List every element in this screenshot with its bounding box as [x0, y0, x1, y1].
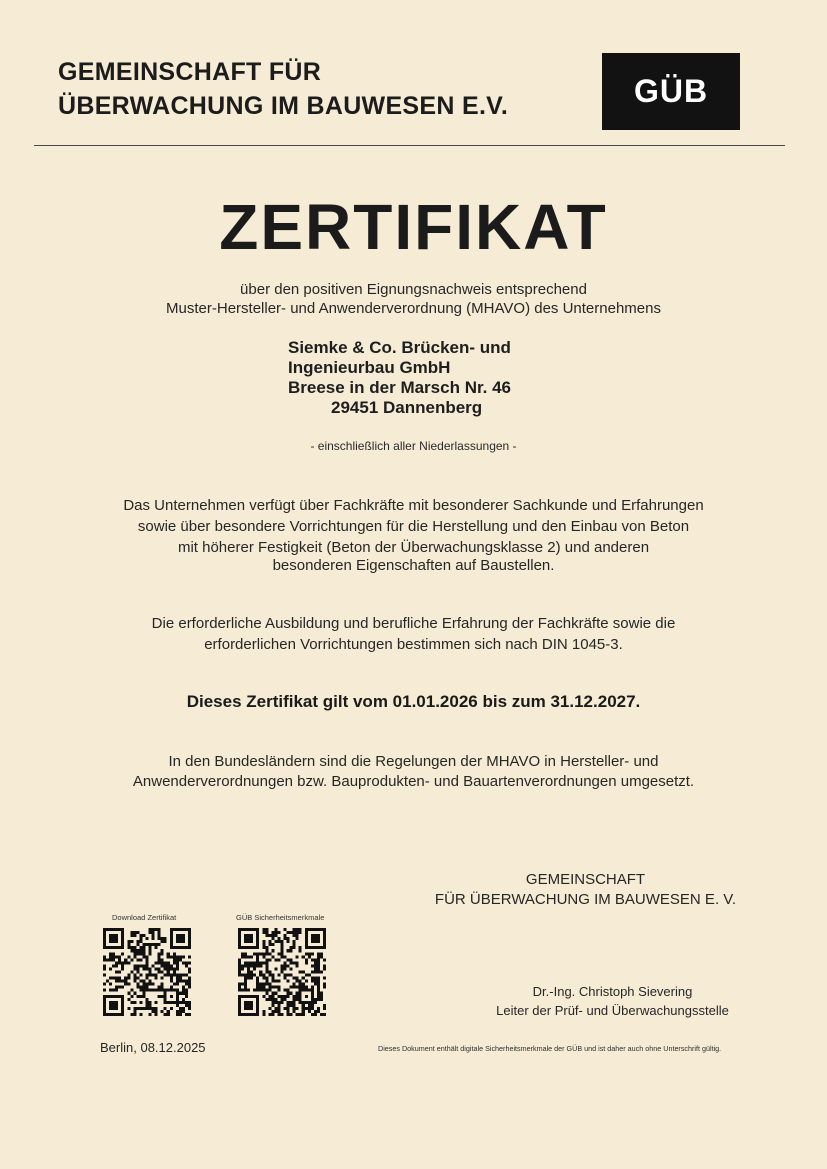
organization-name-line2: ÜBERWACHUNG IM BAUWESEN E.V. — [58, 92, 509, 120]
company-address-city: 29451 Dannenberg — [331, 398, 483, 417]
organization-name-line1: GEMEINSCHAFT FÜR — [58, 58, 322, 86]
security-qr-code-graphic — [238, 928, 326, 1016]
security-qr-code[interactable] — [238, 928, 326, 1016]
branches-note: - einschließlich aller Niederlassungen - — [310, 439, 517, 453]
place-and-date: Berlin, 08.12.2025 — [100, 1040, 206, 1055]
gub-logo — [602, 53, 740, 130]
certificate-title: ZERTIFIKAT — [219, 191, 608, 263]
logo-text: GÜB — [633, 73, 709, 109]
paragraph2-line1: Die erforderliche Ausbildung und berufliche Erfahrung der Fachkräfte sowie die — [151, 615, 676, 632]
footer-note: Dieses Dokument enthält digitale Sicherheitsmerkmale der GÜB und ist daher auch ohne Unterschrift gültig. — [378, 1044, 722, 1053]
paragraph1-line1: Das Unternehmen verfügt über Fachkräfte mit besonderer Sachkunde und Erfahrungen — [123, 497, 704, 514]
paragraph1-line3: mit höherer Festigkeit (Beton der Überwachungsklasse 2) und anderen — [177, 539, 650, 556]
paragraph3-line1: In den Bundesländern sind die Regelungen der MHAVO in Hersteller- und — [168, 753, 659, 770]
paragraph1-line4: besonderen Eigenschaften auf Baustellen. — [272, 557, 555, 574]
header-divider — [34, 145, 785, 146]
company-name-line1: Siemke & Co. Brücken- und — [288, 338, 511, 357]
intro-line1: über den positiven Eignungsnachweis entsprechend — [240, 281, 587, 298]
paragraph2-line2: erforderlichen Vorrichtungen bestimmen sich nach DIN 1045-3. — [204, 636, 623, 653]
company-name-line2: Ingenieurbau GmbH — [288, 358, 451, 377]
company-address-street: Breese in der Marsch Nr. 46 — [288, 378, 512, 397]
download-qr-code-graphic — [103, 928, 191, 1016]
paragraph3-line2: Anwenderverordnungen bzw. Bauprodukten- und Bauartenverordnungen umgesetzt. — [132, 773, 695, 790]
signatory-role: Leiter der Prüf- und Überwachungsstelle — [496, 1003, 729, 1018]
intro-line2: Muster-Hersteller- und Anwenderverordnung (MHAVO) des Unternehmens — [166, 300, 661, 317]
signature-org-line2: FÜR ÜBERWACHUNG IM BAUWESEN E. V. — [434, 891, 737, 908]
signatory-name: Dr.-Ing. Christoph Sievering — [532, 984, 693, 999]
qr-download-label: Download Zertifikat — [112, 913, 177, 922]
qr-security-label: GÜB Sicherheitsmerkmale — [236, 913, 325, 922]
signature-org-line1: GEMEINSCHAFT — [525, 871, 646, 888]
download-qr-code[interactable] — [103, 928, 191, 1016]
validity-statement: Dieses Zertifikat gilt vom 01.01.2026 bis zum 31.12.2027. — [186, 692, 641, 711]
paragraph1-line2: sowie über besondere Vorrichtungen für die Herstellung und den Einbau von Beton — [137, 518, 690, 535]
